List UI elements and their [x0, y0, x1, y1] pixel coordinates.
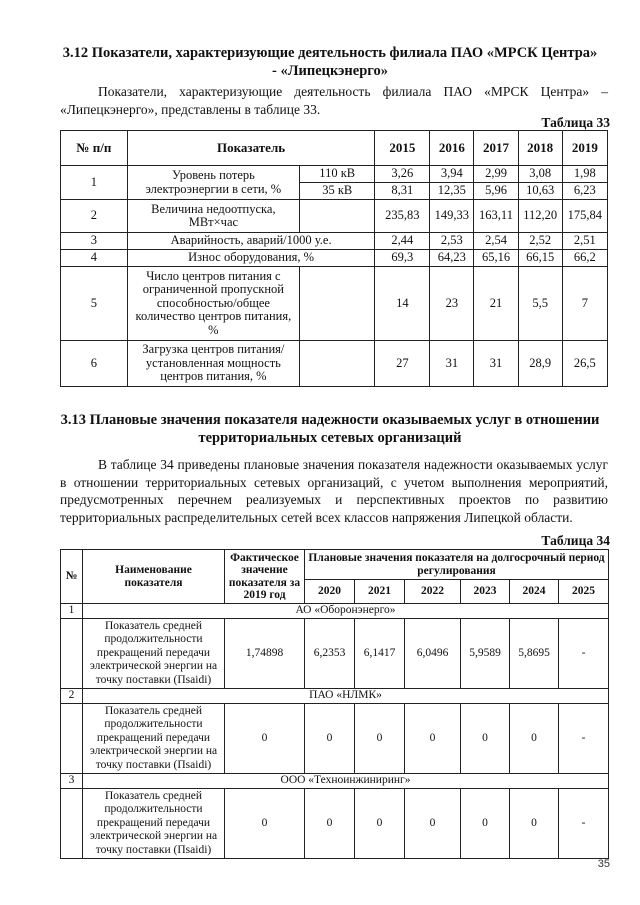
- cell-value: 0: [305, 789, 355, 859]
- header-year: 2024: [510, 580, 559, 604]
- row-label: Уровень потерь электроэнергии в сети, %: [127, 166, 299, 200]
- section-heading-3-12: 3.12 Показатели, характеризующие деятельность филиала ПАО «МРСК Центра» - «Липецкэнерго»: [62, 45, 598, 79]
- cell-actual: 0: [225, 789, 305, 859]
- cell-value: 66,2: [562, 250, 607, 267]
- cell-value: 2,52: [518, 233, 562, 250]
- header-name: Наименование показателя: [83, 550, 225, 604]
- row-num: 5: [61, 267, 128, 341]
- org-name: АО «Оборонэнерго»: [83, 604, 609, 619]
- header-year: 2020: [305, 580, 355, 604]
- cell-value: 69,3: [375, 250, 430, 267]
- header-num: № п/п: [61, 131, 128, 166]
- cell-value: 149,33: [430, 200, 474, 233]
- cell-value: 5,8695: [510, 619, 559, 689]
- cell-value: 65,16: [474, 250, 518, 267]
- cell-value: 14: [375, 267, 430, 341]
- header-year: 2018: [518, 131, 562, 166]
- header-year: 2016: [430, 131, 474, 166]
- cell-value: 2,99: [474, 166, 518, 183]
- table-row: [61, 166, 608, 183]
- table-row: [61, 200, 608, 233]
- cell-value: 3,26: [375, 166, 430, 183]
- table-33: [60, 130, 608, 387]
- section-heading-3-13: 3.13 Плановые значения показателя надежности оказываемых услуг в отношении территориальных сетевых организаций: [60, 412, 600, 446]
- cell-value: 0: [461, 789, 510, 859]
- cell-value: 0: [405, 789, 461, 859]
- row-indicator: Показатель средней продолжительности прекращений передачи электрической энергии на точку поставки (Пsaidi): [83, 704, 225, 774]
- row-num: 6: [61, 341, 128, 387]
- org-num: 2: [61, 689, 83, 704]
- table-row: [61, 267, 608, 341]
- org-row: [61, 604, 609, 619]
- section-paragraph-3-12: Показатели, характеризующие деятельность филиала ПАО «МРСК Центра» – «Липецкэнерго», представлены в таблице 33.: [60, 84, 608, 117]
- table-row: [61, 233, 608, 250]
- header-planned: Плановые значения показателя на долгосрочный период регулирования: [305, 550, 609, 580]
- row-voltage: 35 кВ: [300, 183, 375, 200]
- cell-value: 26,5: [562, 341, 607, 387]
- row-num: 1: [61, 166, 128, 200]
- org-num: 1: [61, 604, 83, 619]
- row-label: Число центров питания с ограниченной пропускной способностью/общее количество центров питания, %: [127, 267, 299, 341]
- row-label: Аварийность, аварий/1000 у.е.: [127, 233, 375, 250]
- cell-value: 27: [375, 341, 430, 387]
- header-year: 2021: [355, 580, 405, 604]
- cell-value: 235,83: [375, 200, 430, 233]
- header-year: 2022: [405, 580, 461, 604]
- header-year: 2023: [461, 580, 510, 604]
- org-row: [61, 689, 609, 704]
- row-num: 2: [61, 200, 128, 233]
- cell-value: 23: [430, 267, 474, 341]
- cell-value: 3,94: [430, 166, 474, 183]
- cell-value: 5,9589: [461, 619, 510, 689]
- cell-value: 6,23: [562, 183, 607, 200]
- cell-value: 0: [305, 704, 355, 774]
- cell-value: 0: [355, 789, 405, 859]
- cell-value: 6,0496: [405, 619, 461, 689]
- row-num: 4: [61, 250, 128, 267]
- row-label: Загрузка центров питания/ установленная мощность центров питания, %: [127, 341, 299, 387]
- row-num-empty: [61, 704, 83, 774]
- header-actual: Фактическое значение показателя за 2019 год: [225, 550, 305, 604]
- row-indicator: Показатель средней продолжительности прекращений передачи электрической энергии на точку поставки (Пsaidi): [83, 789, 225, 859]
- cell-value: 31: [474, 341, 518, 387]
- row-voltage-empty: [300, 200, 375, 233]
- cell-value: -: [559, 619, 609, 689]
- page-number: 35: [597, 858, 610, 870]
- cell-value: 175,84: [562, 200, 607, 233]
- header-year: 2019: [562, 131, 607, 166]
- header-year: 2025: [559, 580, 609, 604]
- table-row: [61, 619, 609, 689]
- org-num: 3: [61, 774, 83, 789]
- row-label: Величина недоотпуска, МВт×час: [127, 200, 299, 233]
- header-indicator: Показатель: [127, 131, 375, 166]
- table-row: [61, 341, 608, 387]
- cell-value: 2,54: [474, 233, 518, 250]
- table-row: [61, 704, 609, 774]
- row-num-empty: [61, 789, 83, 859]
- cell-value: 6,1417: [355, 619, 405, 689]
- row-voltage-empty: [300, 267, 375, 341]
- cell-value: 8,31: [375, 183, 430, 200]
- header-num: №: [61, 550, 83, 604]
- cell-value: 31: [430, 341, 474, 387]
- row-voltage-empty: [300, 341, 375, 387]
- table-caption-33: Таблица 33: [541, 115, 610, 130]
- cell-value: 7: [562, 267, 607, 341]
- row-num: 3: [61, 233, 128, 250]
- cell-value: 2,44: [375, 233, 430, 250]
- cell-value: 5,96: [474, 183, 518, 200]
- cell-value: 0: [355, 704, 405, 774]
- cell-value: -: [559, 789, 609, 859]
- cell-value: 3,08: [518, 166, 562, 183]
- cell-value: 6,2353: [305, 619, 355, 689]
- section-paragraph-3-13: В таблице 34 приведены плановые значения показателя надежности оказываемых услуг в отношении территориальных сетевых организаций, с учетом выполнения мероприятий, предусмотренных перечнем реализуемых и перспективных проектов по развитию территориальных распределительных сетей всех классов напряжения Липецкой области.: [60, 457, 608, 525]
- table-34: [60, 549, 609, 859]
- table-34-header-row: [61, 550, 609, 580]
- table-row: [61, 789, 609, 859]
- cell-value: 0: [461, 704, 510, 774]
- table-33-header-row: [61, 131, 608, 166]
- cell-actual: 1,74898: [225, 619, 305, 689]
- row-indicator: Показатель средней продолжительности прекращений передачи электрической энергии на точку поставки (Пsaidi): [83, 619, 225, 689]
- cell-value: 2,51: [562, 233, 607, 250]
- row-num-empty: [61, 619, 83, 689]
- cell-actual: 0: [225, 704, 305, 774]
- cell-value: 1,98: [562, 166, 607, 183]
- cell-value: 12,35: [430, 183, 474, 200]
- cell-value: 112,20: [518, 200, 562, 233]
- cell-value: 0: [510, 789, 559, 859]
- cell-value: 66,15: [518, 250, 562, 267]
- org-name: ООО «Техноинжиниринг»: [83, 774, 609, 789]
- cell-value: 64,23: [430, 250, 474, 267]
- org-row: [61, 774, 609, 789]
- table-caption-34: Таблица 34: [541, 533, 610, 548]
- cell-value: 28,9: [518, 341, 562, 387]
- cell-value: -: [559, 704, 609, 774]
- org-name: ПАО «НЛМК»: [83, 689, 609, 704]
- cell-value: 21: [474, 267, 518, 341]
- row-label: Износ оборудования, %: [127, 250, 375, 267]
- cell-value: 0: [510, 704, 559, 774]
- table-row: [61, 250, 608, 267]
- header-year: 2015: [375, 131, 430, 166]
- cell-value: 10,63: [518, 183, 562, 200]
- row-voltage: 110 кВ: [300, 166, 375, 183]
- cell-value: 163,11: [474, 200, 518, 233]
- cell-value: 5,5: [518, 267, 562, 341]
- cell-value: 0: [405, 704, 461, 774]
- cell-value: 2,53: [430, 233, 474, 250]
- header-year: 2017: [474, 131, 518, 166]
